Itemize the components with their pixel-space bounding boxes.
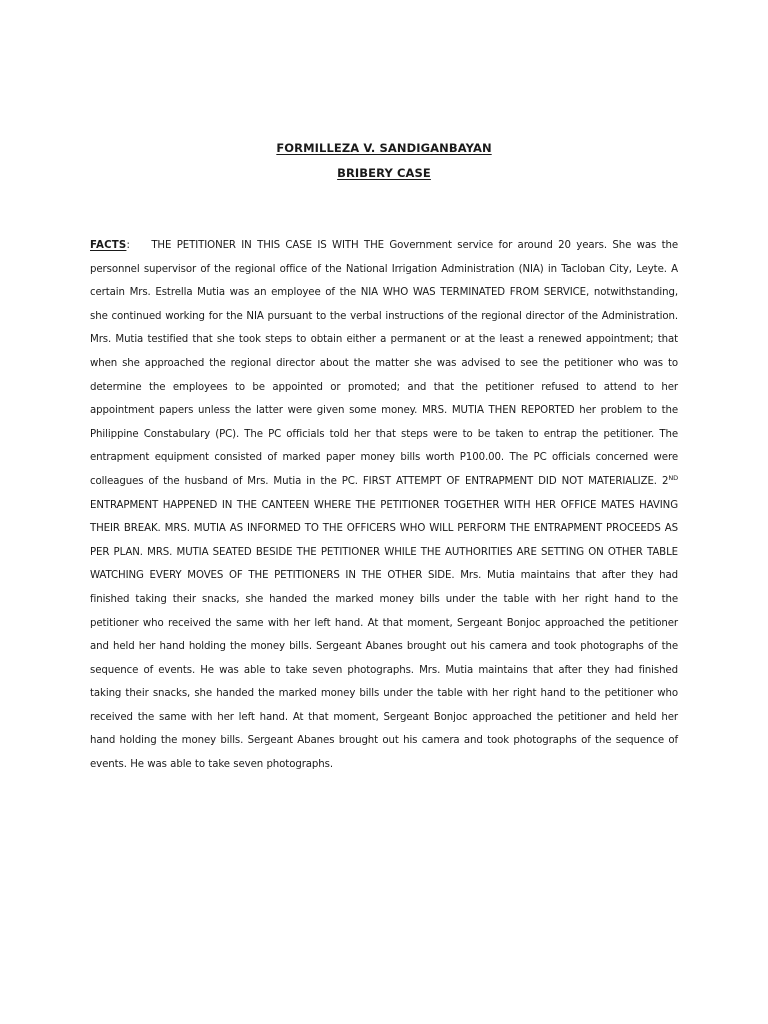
- facts-text-part2: ENTRAPMENT HAPPENED IN THE CANTEEN WHERE THE PETITIONER TOGETHER WITH HER OFFICE MATES HAVING THEIR BREAK. MRS. MUTIA AS INFORMED TO THE OFFICERS WHO WILL PERFORM THE ENTRAPMENT PROCEEDS AS PER PLAN. MRS. MUTIA SEATED BESIDE THE PETITIONER WHILE THE AUTHORITIES ARE SETTING ON OTHER TABLE WATCHING EVERY MOVES OF THE PETITIONERS IN THE OTHER SIDE. Mrs. Mutia maintains that after they had finished taking their snacks, she handed the marked money bills under the table with her right hand to the petitioner who received the same with her left hand. At that moment, Sergeant Bonjoc approached the petitioner and held her hand holding the money bills. Sergeant Abanes brought out his camera and took photographs of the sequence of events. He was able to take seven photographs. Mrs. Mutia maintains that after they had finished taking their snacks, she handed the marked money bills under the table with her right hand to the petitioner who received the same with her left hand. At that moment, Sergeant Bonjoc approached the petitioner and held her hand holding the money bills. Sergeant Abanes brought out his camera and took photographs of the sequence of events. He was able to take seven photographs.: [90, 499, 678, 771]
- ordinal-suffix: ND: [668, 473, 678, 482]
- facts-label: FACTS: [90, 240, 127, 251]
- facts-separator: :: [126, 240, 130, 251]
- facts-text-part1: THE PETITIONER IN THIS CASE IS WITH THE Government service for around 20 years. She was the personnel supervisor of the regional office of the National Irrigation Administration (NIA) in Tacloban City, Leyte. A certain Mrs. Estrella Mutia was an employee of the NIA WHO WAS TERMINATED FROM SERVICE, notwithstanding, she continued working for the NIA pursuant to the verbal instructions of the regional director of the Administration. Mrs. Mutia testified that she took steps to obtain either a permanent or at the least a renewed appointment; that when she approached the regional director about the matter she was advised to see the petitioner who was to determine the employees to be appointed or promoted; and that the petitioner refused to attend to her appointment papers unless the latter were given some money. MRS. MUTIA THEN REPORTED her problem to the Philippine Constabulary (PC). The PC officials told her that steps were to be taken to entrap the petitioner. The entrapment equipment consisted of marked paper money bills worth P100.00. The PC officials concerned were colleagues of the husband of Mrs. Mutia in the PC. FIRST ATTEMPT OF ENTRAPMENT DID NOT MATERIALIZE. 2: [90, 240, 678, 487]
- document-subtitle: BRIBERY CASE: [337, 166, 431, 180]
- document-title: FORMILLEZA V. SANDIGANBAYAN: [276, 141, 492, 155]
- facts-paragraph: [90, 234, 678, 777]
